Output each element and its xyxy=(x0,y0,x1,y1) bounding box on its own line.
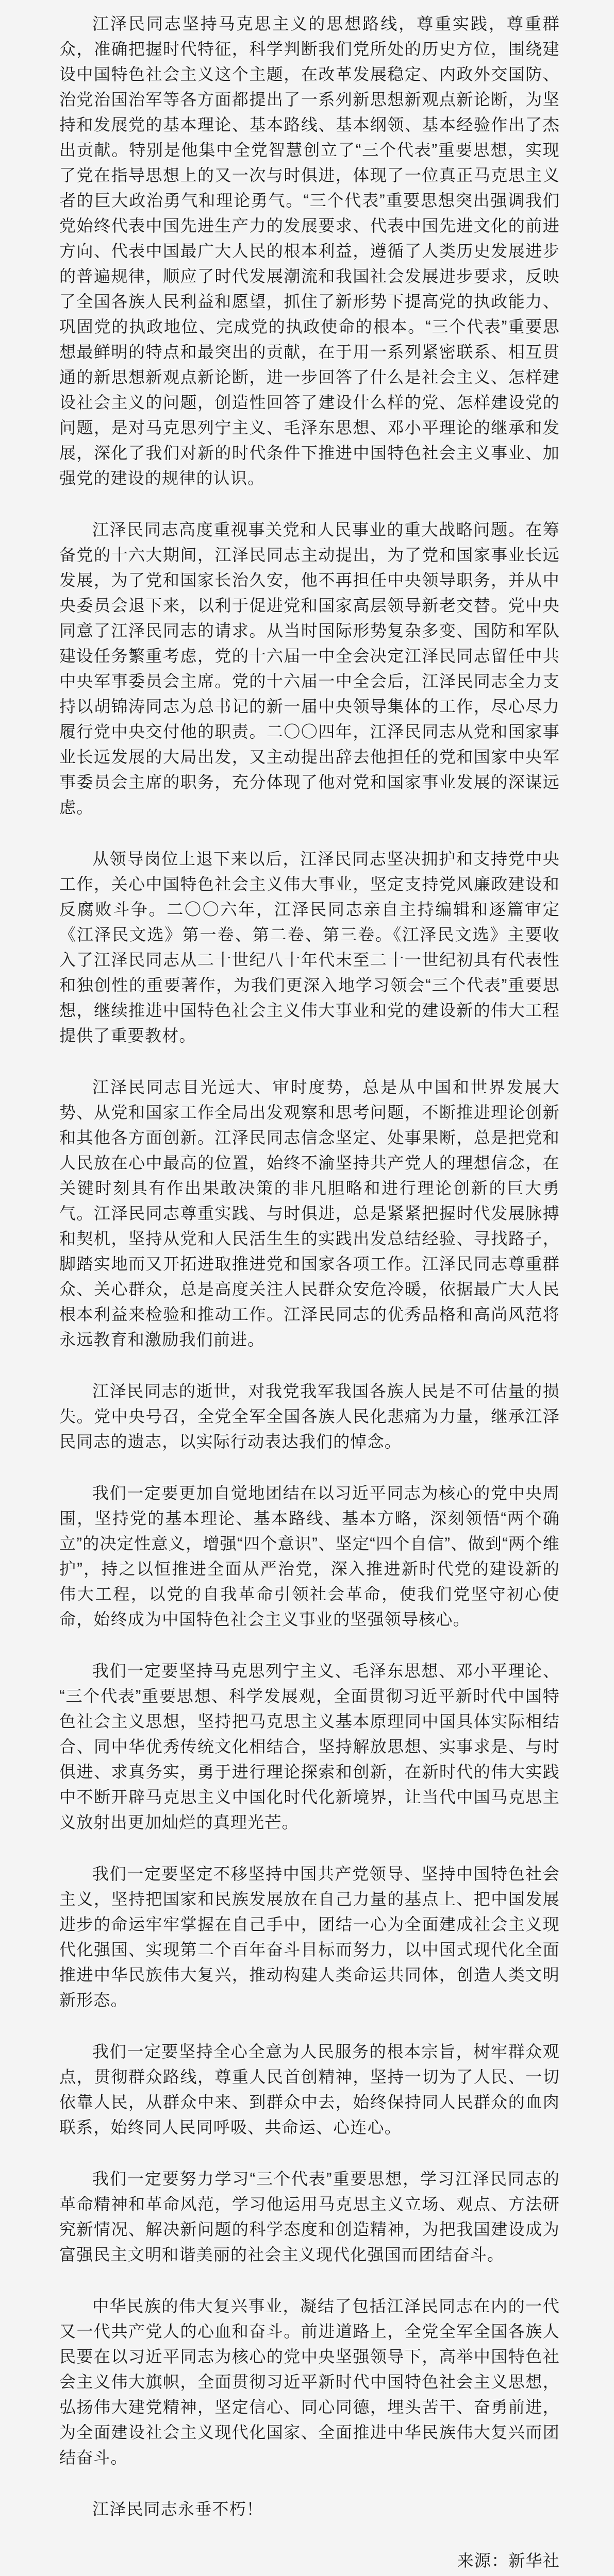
paragraph-10: 我们一定要努力学习“三个代表”重要思想，学习江泽民同志的革命精神和革命风范，学习他运用马克思主义立场、观点、方法研究新情况、解决新问题的科学态度和创造精神，为把我国建设成为富强民主文明和谐美丽的社会主义现代化强国而团结奋斗。 xyxy=(59,2170,560,2264)
paragraph-5: 江泽民同志的逝世，对我党我军我国各族人民是不可估量的损失。党中央号召，全党全军全国各族人民化悲痛为力量，继承江泽民同志的遗志，以实际行动表达我们的悼念。 xyxy=(59,1382,560,1451)
paragraph-1: 江泽民同志坚持马克思主义的思想路线，尊重实践，尊重群众，准确把握时代特征，科学判断我们党所处的历史方位，围绕建设中国特色社会主义这个主题，在改革发展稳定、内政外交国防、治党治国治军等各方面都提出了一系列新思想新观点新论断，为坚持和发展党的基本理论、基本路线、基本纲领、基本经验作出了杰出贡献。特别是他集中全党智慧创立了“三个代表”重要思想，实现了党在指导思想上的又一次与时俱进，体现了一位真正马克思主义者的巨大政治勇气和理论勇气。“三个代表”重要思想突出强调我们党始终代表中国先进生产力的发展要求、代表中国先进文化的前进方向、代表中国最广大人民的根本利益，遵循了人类历史发展进步的普遍规律，顺应了时代发展潮流和我国社会发展进步要求，反映了全国各族人民利益和愿望，抓住了新形势下提高党的执政能力、巩固党的执政地位、完成党的执政使命的根本。“三个代表”重要思想最鲜明的特点和最突出的贡献，在于用一系列紧密联系、相互贯通的新思想新观点新论断，进一步回答了什么是社会主义、怎样建设社会主义的问题，创造性回答了建设什么样的党、怎样建设党的问题，是对马克思列宁主义、毛泽东思想、邓小平理论的继承和发展，深化了我们对新的时代条件下推进中国特色社会主义事业、加强党的建设的规律的认识。 xyxy=(59,14,560,487)
paragraph-6: 我们一定要更加自觉地团结在以习近平同志为核心的党中央周围，坚持党的基本理论、基本路线、基本方略，深刻领悟“两个确立”的决定性意义，增强“四个意识”、坚定“四个自信”、做到“两个维护”，持之以恒推进全面从严治党，深入推进新时代党的建设新的伟大工程，以党的自我革命引领社会革命，使我们党坚守初心使命，始终成为中国特色社会主义事业的坚强领导核心。 xyxy=(59,1484,560,1629)
paragraph-2: 江泽民同志高度重视事关党和人民事业的重大战略问题。在筹备党的十六大期间，江泽民同志主动提出，为了党和国家事业长远发展，为了党和国家长治久安，他不再担任中央领导职务，并从中央委员会退下来，以利于促进党和国家高层领导新老交替。党中央同意了江泽民同志的请求。从当时国际形势复杂多变、国防和军队建设任务繁重考虑，党的十六届一中全会决定江泽民同志留任中共中央军事委员会主席。党的十六届一中全会后，江泽民同志全力支持以胡锦涛同志为总书记的新一届中央领导集体的工作，尽心尽力履行党中央交付他的职责。二〇〇四年，江泽民同志从党和国家事业长远发展的大局出发，又主动提出辞去他担任的党和国家中央军事委员会主席的职务，充分体现了他对党和国家事业发展的深谋远虑。 xyxy=(59,520,560,817)
paragraph-12-slogan: 江泽民同志永垂不朽！ xyxy=(92,2500,264,2518)
paragraph-3: 从领导岗位上退下来以后，江泽民同志坚决拥护和支持党中央工作，关心中国特色社会主义伟大事业，坚定支持党风廉政建设和反腐败斗争。二〇〇六年，江泽民同志亲自主持编辑和逐篇审定《江泽民文选》第一卷、第二卷、第三卷。《江泽民文选》主要收入了江泽民同志从二十世纪八十年代末至二十一世纪初具有代表性和独创性的重要著作，为我们更深入地学习领会“三个代表”重要思想，继续推进中国特色社会主义伟大事业和党的建设新的伟大工程提供了重要教材。 xyxy=(59,850,560,1045)
paragraph-11: 中华民族的伟大复兴事业，凝结了包括江泽民同志在内的一代又一代共产党人的心血和奋斗。前进道路上，全党全军全国各族人民要在以习近平同志为核心的党中央坚强领导下，高举中国特色社会主义伟大旗帜，全面贯彻习近平新时代中国特色社会主义思想，弘扬伟大建党精神，坚定信心、同心同德，埋头苦干、奋勇前进，为全面建设社会主义现代化国家、全面推进中华民族伟大复兴而团结奋斗。 xyxy=(59,2297,560,2467)
source-credit: 来源：新华社 xyxy=(457,2551,560,2570)
paragraph-8: 我们一定要坚定不移坚持中国共产党领导、坚持中国特色社会主义，坚持把国家和民族发展放在自己力量的基点上、把中国发展进步的命运牢牢掌握在自己手中，团结一心为全面建成社会主义现代化强国、实现第二个百年奋斗目标而努力，以中国式现代化全面推进中华民族伟大复兴，推动构建人类命运共同体，创造人类文明新形态。 xyxy=(59,1865,560,2009)
paragraph-4: 江泽民同志目光远大、审时度势，总是从中国和世界发展大势、从党和国家工作全局出发观察和思考问题，不断推进理论创新和其他各方面创新。江泽民同志信念坚定、处事果断，总是把党和人民放在心中最高的位置，始终不渝坚持共产党人的理想信念，在关键时刻具有作出果敢决策的非凡胆略和进行理论创新的巨大勇气。江泽民同志尊重实践、与时俱进，总是紧紧把握时代发展脉搏和契机，坚持从党和人民活生生的实践出发总结经验、寻找路子，脚踏实地而又开拓进取推进党和国家各项工作。江泽民同志尊重群众、关心群众，总是高度关注人民群众安危冷暖，依据最广大人民根本利益来检验和推动工作。江泽民同志的优秀品格和高尚风范将永远教育和激励我们前进。 xyxy=(59,1078,560,1349)
paragraph-9: 我们一定要坚持全心全意为人民服务的根本宗旨，树牢群众观点，贯彻群众路线，尊重人民首创精神，坚持一切为了人民、一切依靠人民，从群众中来、到群众中去，始终保持同人民群众的血肉联系，始终同人民同呼吸、共命运、心连心。 xyxy=(59,2042,560,2137)
paragraph-7: 我们一定要坚持马克思列宁主义、毛泽东思想、邓小平理论、“三个代表”重要思想、科学发展观，全面贯彻习近平新时代中国特色社会主义思想，坚持把马克思主义基本原理同中国具体实际相结合、同中华优秀传统文化相结合，坚持解放思想、实事求是、与时俱进、求真务实，勇于进行理论探索和创新，在新时代的伟大实践中不断开辟马克思主义中国化时代化新境界，让当代中国马克思主义放射出更加灿烂的真理光芒。 xyxy=(59,1662,560,1832)
